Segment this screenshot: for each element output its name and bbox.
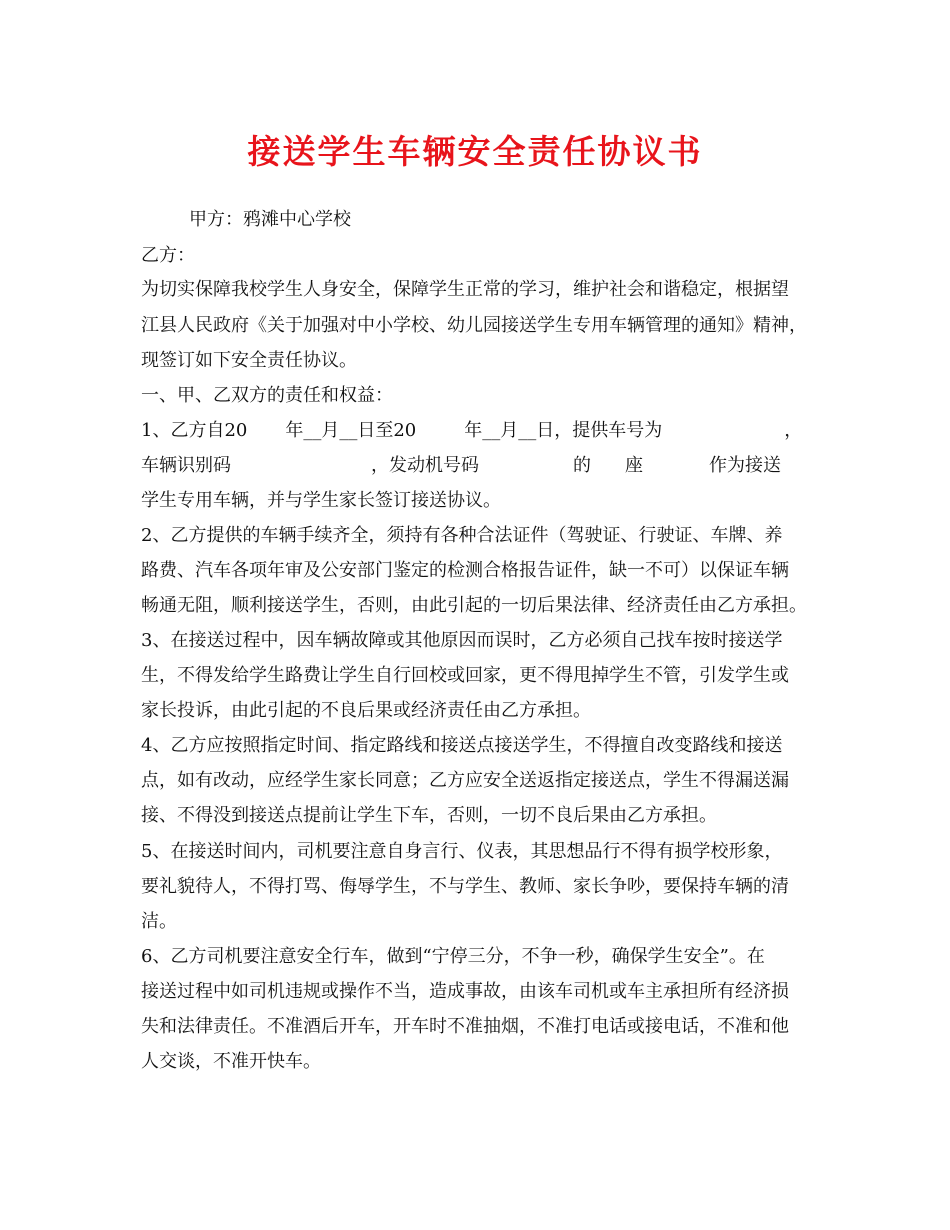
item-1-text: ，	[784, 420, 803, 441]
section-heading: 一、甲、乙双方的责任和权益：	[141, 385, 393, 406]
item-6-line: 6、乙方司机要注意安全行车，做到“宁停三分，不争一秒，确保学生安全”。在	[141, 946, 765, 967]
item-1-text: 车辆识别码	[141, 455, 231, 476]
item-2-line: 路费、汽车各项年审及公安部门鉴定的检测合格报告证件，缺一不可）以保证车辆	[141, 560, 789, 581]
item-1-text: 年__月__日至20	[285, 420, 417, 441]
intro-line: 为切实保障我校学生人身安全，保障学生正常的学习，维护社会和谐稳定，根据望	[141, 279, 789, 300]
item-1-line: 学生专用车辆，并与学生家长签订接送协议。	[141, 490, 501, 511]
item-1-line	[141, 419, 811, 443]
document-title: 接送学生车辆安全责任协议书	[247, 132, 703, 171]
item-5-line: 要礼貌待人，不得打骂、侮辱学生，不与学生、教师、家长争吵，要保持车辆的清	[141, 876, 789, 897]
item-2-line: 畅通无阻，顺利接送学生，否则，由此引起的一切后果法律、经济责任由乙方承担。	[141, 595, 807, 616]
item-1-text: 1、乙方自20	[141, 420, 248, 441]
item-1-text: 座	[625, 455, 643, 476]
intro-line: 现签订如下安全责任协议。	[141, 350, 357, 371]
item-1-text: 作为接送	[709, 455, 781, 476]
item-5-line: 5、在接送时间内，司机要注意自身言行、仪表，其思想品行不得有损学校形象，	[141, 841, 783, 862]
item-2-line: 2、乙方提供的车辆手续齐全，须持有各种合法证件（驾驶证、行驶证、车牌、养	[141, 525, 783, 546]
item-6-line: 人交谈，不准开快车。	[141, 1051, 321, 1072]
item-3-line: 3、在接送过程中，因车辆故障或其他原因而误时，乙方必须自己找车按时接送学	[141, 630, 783, 651]
item-6-line: 接送过程中如司机违规或操作不当，造成事故，由该车司机或车主承担所有经济损	[141, 981, 789, 1002]
party-a: 甲方：鸦滩中心学校	[189, 209, 351, 230]
item-1-text: 的	[573, 455, 591, 476]
item-3-line: 家长投诉，由此引起的不良后果或经济责任由乙方承担。	[141, 700, 591, 721]
item-3-line: 生，不得发给学生路费让学生自行回校或回家，更不得甩掉学生不管，引发学生或	[141, 665, 789, 686]
item-4-line: 点，如有改动，应经学生家长同意；乙方应安全送返指定接送点，学生不得漏送漏	[141, 770, 789, 791]
item-6-line: 失和法律责任。不准酒后开车，开车时不准抽烟，不准打电话或接电话，不准和他	[141, 1016, 789, 1037]
intro-line: 江县人民政府《关于加强对中小学校、幼儿园接送学生专用车辆管理的通知》精神，	[141, 315, 807, 336]
item-1-text: 年__月__日，提供车号为	[464, 420, 663, 441]
item-5-line: 洁。	[141, 911, 177, 932]
item-4-line: 4、乙方应按照指定时间、指定路线和接送点接送学生，不得擅自改变路线和接送	[141, 735, 783, 756]
item-1-line	[141, 454, 811, 478]
party-b: 乙方：	[141, 245, 195, 266]
item-1-text: ，发动机号码	[371, 455, 479, 476]
item-4-line: 接、不得没到接送点提前让学生下车，否则，一切不良后果由乙方承担。	[141, 805, 717, 826]
